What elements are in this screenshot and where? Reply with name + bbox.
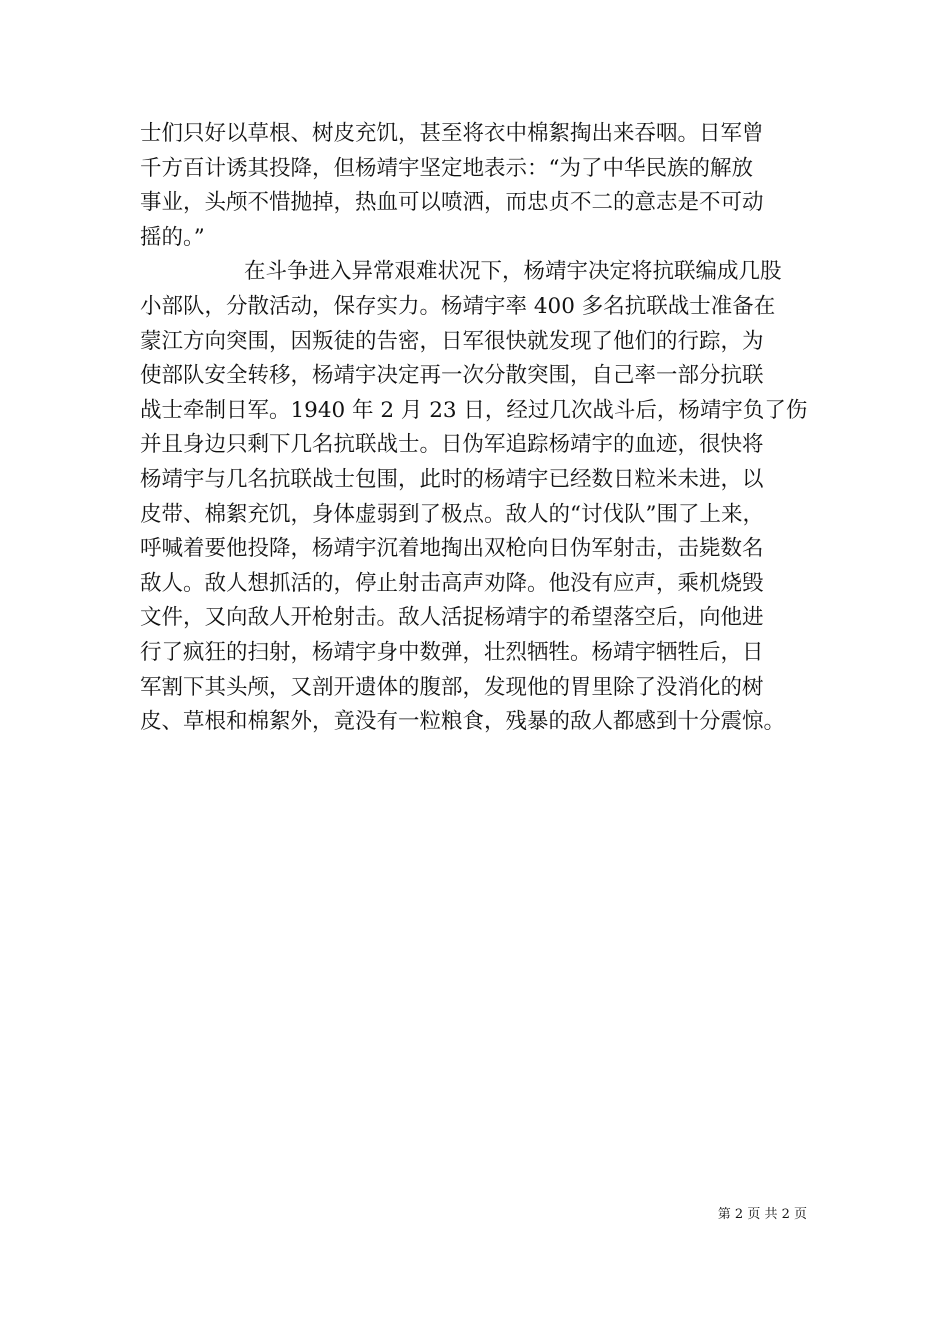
text-line: 军割下其头颅，又剖开遗体的腹部，发现他的胃里除了没消化的树 [140, 674, 764, 700]
page-number: 第 2 页 共 2 页 [717, 1207, 807, 1222]
paragraph-first-line: 在斗争进入异常艰难状况下，杨靖宇决定将抗联编成几股 [244, 259, 782, 285]
text-line: 摇的。” [140, 224, 205, 250]
text-line: 行了疯狂的扫射，杨靖宇身中数弹，壮烈牺牲。杨靖宇牺牲后，日 [140, 639, 764, 665]
text-line: 并且身边只剩下几名抗联战士。日伪军追踪杨靖宇的血迹，很快将 [140, 432, 764, 458]
text-line: 小部队，分散活动，保存实力。杨靖宇率 400 多名抗联战士准备在 [140, 293, 776, 319]
text-line: 千方百计诱其投降，但杨靖宇坚定地表示：“为了中华民族的解放 [140, 155, 753, 181]
text-line: 使部队安全转移，杨靖宇决定再一次分散突围，自己率一部分抗联 [140, 363, 764, 389]
text-line: 文件，又向敌人开枪射击。敌人活捉杨靖宇的希望落空后，向他进 [140, 605, 764, 631]
text-line: 敌人。敌人想抓活的，停止射击高声劝降。他没有应声，乘机烧毁 [140, 570, 764, 596]
text-line: 士们只好以草根、树皮充饥，甚至将衣中棉絮掏出来吞咽。日军曾 [140, 121, 764, 146]
text-line: 蒙江方向突围，因叛徒的告密，日军很快就发现了他们的行踪，为 [140, 328, 764, 354]
text-line: 战士牵制日军。1940 年 2 月 23 日，经过几次战斗后，杨靖宇负了伤 [140, 397, 808, 423]
text-line: 皮带、棉絮充饥，身体虚弱到了极点。敌人的“讨伐队”围了上来， [140, 501, 764, 527]
body-text [140, 117, 820, 740]
text-line: 杨靖宇与几名抗联战士包围，此时的杨靖宇已经数日粒米未进，以 [140, 466, 764, 492]
text-line: 呼喊着要他投降，杨靖宇沉着地掏出双枪向日伪军射击，击毙数名 [140, 536, 764, 562]
text-line: 事业，头颅不惜抛掉，热血可以喷洒，而忠贞不二的意志是不可动 [140, 190, 764, 216]
text-line: 皮、草根和棉絮外，竟没有一粒粮食，残暴的敌人都感到十分震惊。 [140, 709, 786, 735]
